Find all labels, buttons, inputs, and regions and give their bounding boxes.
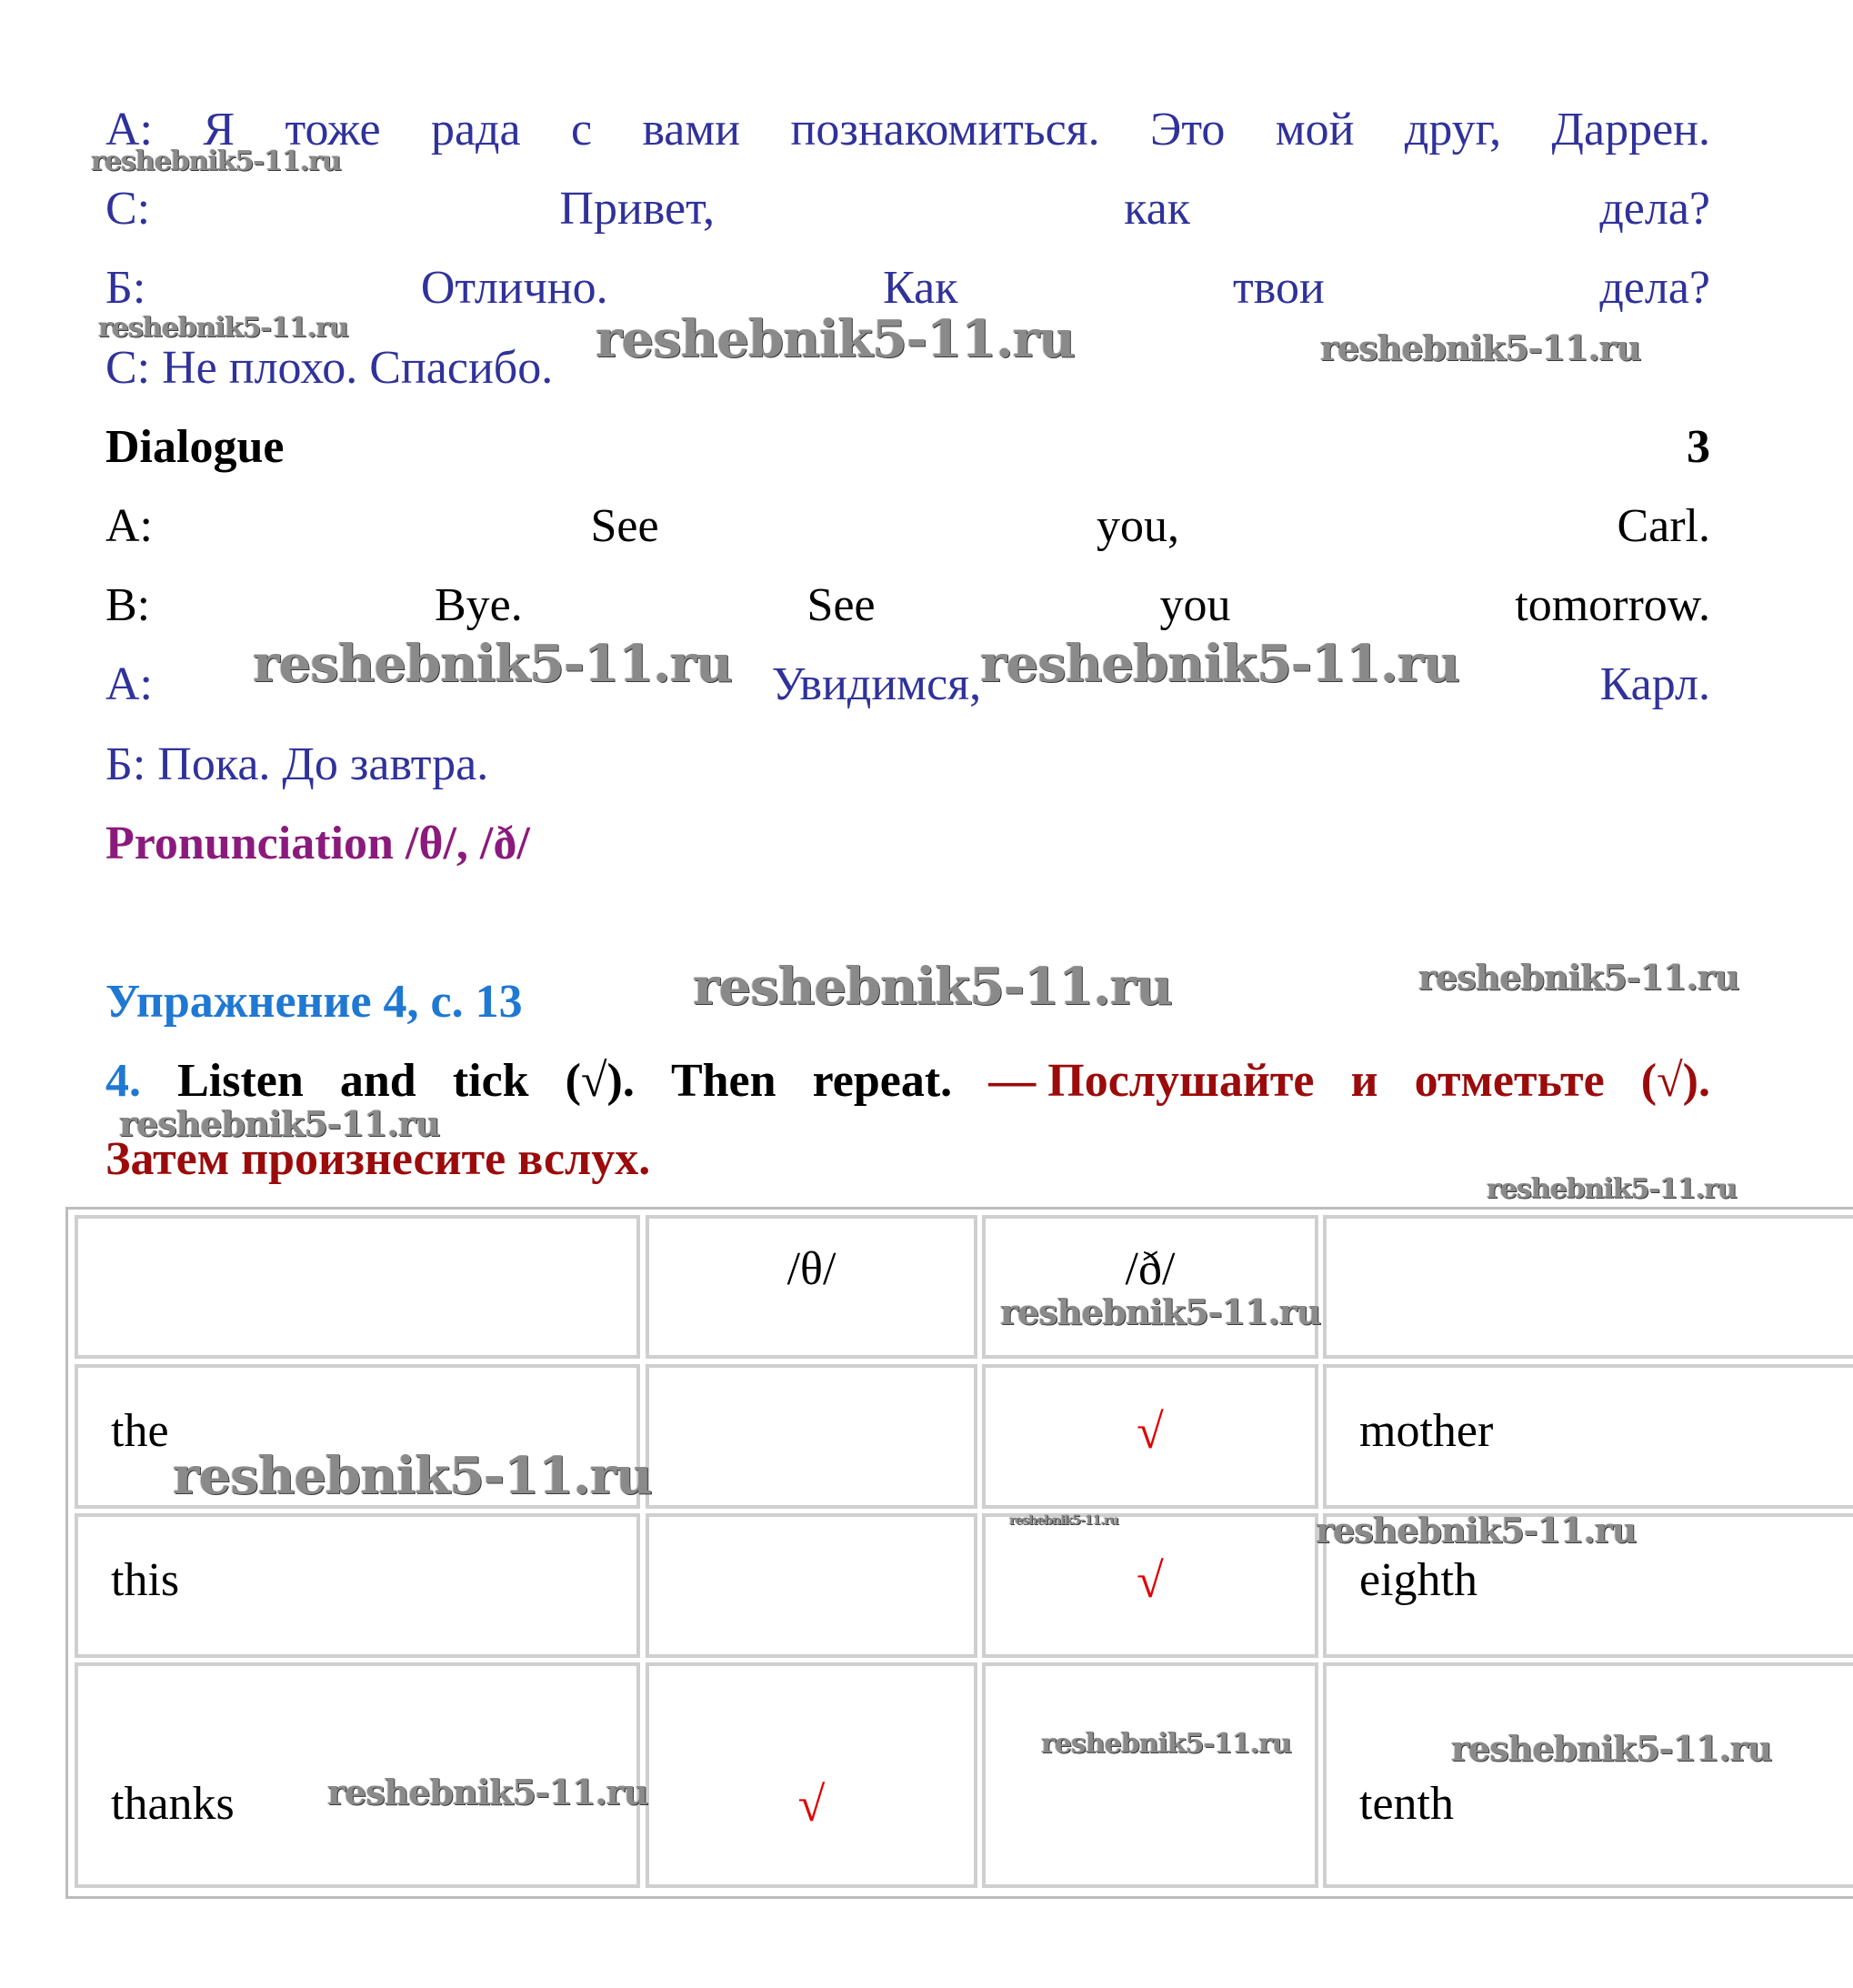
dialogue3-line-b-en	[105, 578, 1710, 633]
dialogue-heading-word: Dialogue	[105, 421, 285, 473]
word: (√).	[1640, 1055, 1710, 1107]
watermark: reshebnik5-11.ru	[98, 312, 348, 344]
dialogue3-line-b-ru	[105, 738, 1710, 792]
word: you,	[1097, 500, 1179, 552]
word: Я	[203, 104, 235, 156]
word: Это	[1150, 104, 1226, 156]
word: и	[1350, 1055, 1378, 1107]
word: (√).	[565, 1055, 635, 1107]
watermark: reshebnik5-11.ru	[1000, 1291, 1321, 1332]
word: тоже	[285, 104, 381, 156]
watermark: reshebnik5-11.ru	[1418, 957, 1739, 998]
word: Отлично.	[420, 262, 608, 314]
watermark: reshebnik5-11.ru	[1041, 1728, 1291, 1760]
header-cell-theta	[646, 1215, 977, 1359]
header-text: /ð/	[1125, 1243, 1176, 1295]
word: как	[1124, 183, 1191, 235]
word: Даррен.	[1551, 104, 1710, 156]
word: A:	[105, 500, 153, 552]
watermark: reshebnik5-11.ru	[1009, 1513, 1118, 1528]
word: Listen	[177, 1055, 304, 1107]
word: Bye.	[434, 579, 523, 631]
word: tick	[452, 1055, 529, 1107]
tick-mark: √	[797, 1777, 826, 1832]
word-text: thanks	[111, 1778, 235, 1830]
pronunciation-heading-text: Pronunciation /θ/, /ð/	[105, 818, 530, 869]
watermark: reshebnik5-11.ru	[1451, 1728, 1772, 1769]
word: B:	[105, 579, 151, 631]
instruction-ru-text: Затем произнесите вслух.	[105, 1133, 651, 1185]
header-text: /θ/	[786, 1243, 836, 1295]
table-row-eth	[982, 1364, 1318, 1509]
word-text: the	[111, 1405, 169, 1457]
table-row-word2	[1323, 1662, 1853, 1888]
watermark: reshebnik5-11.ru	[596, 309, 1075, 369]
watermark: reshebnik5-11.ru	[1316, 1510, 1637, 1551]
word: рада	[430, 104, 521, 156]
word: tomorrow.	[1515, 579, 1710, 631]
word: Привет,	[559, 183, 715, 235]
watermark: reshebnik5-11.ru	[173, 1446, 652, 1506]
tick-mark: √	[1137, 1404, 1164, 1459]
watermark: reshebnik5-11.ru	[1320, 327, 1641, 368]
word: твои	[1233, 262, 1325, 314]
dialogue3-heading	[105, 420, 1710, 475]
word: А:	[105, 104, 153, 156]
word: Then	[670, 1055, 776, 1107]
watermark: reshebnik5-11.ru	[253, 634, 732, 694]
watermark: reshebnik5-11.ru	[1487, 1173, 1737, 1205]
table-row-theta	[646, 1662, 977, 1888]
word: See	[806, 579, 876, 631]
word: Увидимся,	[771, 658, 982, 710]
header-cell-word	[75, 1215, 640, 1359]
table-row-theta	[646, 1513, 977, 1658]
tick-mark: √	[1137, 1553, 1164, 1608]
exercise-number: 4.	[105, 1055, 141, 1107]
exercise-heading-text: Упражнение 4, с. 13	[105, 976, 523, 1028]
word-text: tenth	[1359, 1778, 1454, 1830]
watermark: reshebnik5-11.ru	[693, 957, 1172, 1017]
word: А:	[105, 658, 153, 710]
word: отметьте	[1414, 1055, 1605, 1107]
dialogue3-line-a-en	[105, 499, 1710, 554]
word-text: mother	[1359, 1405, 1494, 1457]
watermark: reshebnik5-11.ru	[119, 1103, 440, 1144]
word: Carl.	[1617, 500, 1710, 552]
line-text: С: Не плохо. Спасибо.	[105, 342, 554, 394]
table-row-theta	[646, 1364, 977, 1509]
dialogue2-line-c-ru	[105, 182, 1710, 236]
word-text: eighth	[1359, 1554, 1477, 1606]
word: you	[1159, 579, 1231, 631]
word: Б:	[105, 262, 146, 314]
word-text: this	[111, 1554, 180, 1606]
watermark: reshebnik5-11.ru	[980, 634, 1459, 694]
word: Карл.	[1599, 658, 1710, 710]
watermark: reshebnik5-11.ru	[327, 1772, 648, 1812]
word: Как	[883, 262, 958, 314]
pronunciation-heading	[105, 817, 1710, 871]
exercise-instruction-line1	[105, 1054, 1710, 1109]
word: С:	[105, 183, 151, 235]
watermark: reshebnik5-11.ru	[91, 146, 341, 177]
table-row-eth	[982, 1513, 1318, 1658]
word: с	[570, 104, 593, 156]
word: and	[339, 1055, 416, 1107]
word: вами	[642, 104, 741, 156]
word: — Послушайте	[988, 1055, 1315, 1107]
word: дела?	[1599, 262, 1710, 314]
word: мой	[1275, 104, 1355, 156]
word: See	[590, 500, 659, 552]
dialogue-heading-number: 3	[1687, 421, 1710, 473]
header-cell-eth	[982, 1215, 1321, 1359]
table-row-eth	[982, 1662, 1318, 1888]
word: познакомиться.	[790, 104, 1100, 156]
table-row-word	[75, 1513, 640, 1658]
header-cell-word2	[1323, 1215, 1853, 1359]
word: друг,	[1404, 104, 1502, 156]
dialogue2-line-b-ru	[105, 261, 1710, 316]
dialogue2-line-a-ru	[105, 103, 1710, 157]
line-text: Б: Пока. До завтра.	[105, 738, 489, 790]
table-row-word2	[1323, 1364, 1853, 1509]
word: repeat.	[812, 1055, 953, 1107]
word: дела?	[1599, 183, 1710, 235]
